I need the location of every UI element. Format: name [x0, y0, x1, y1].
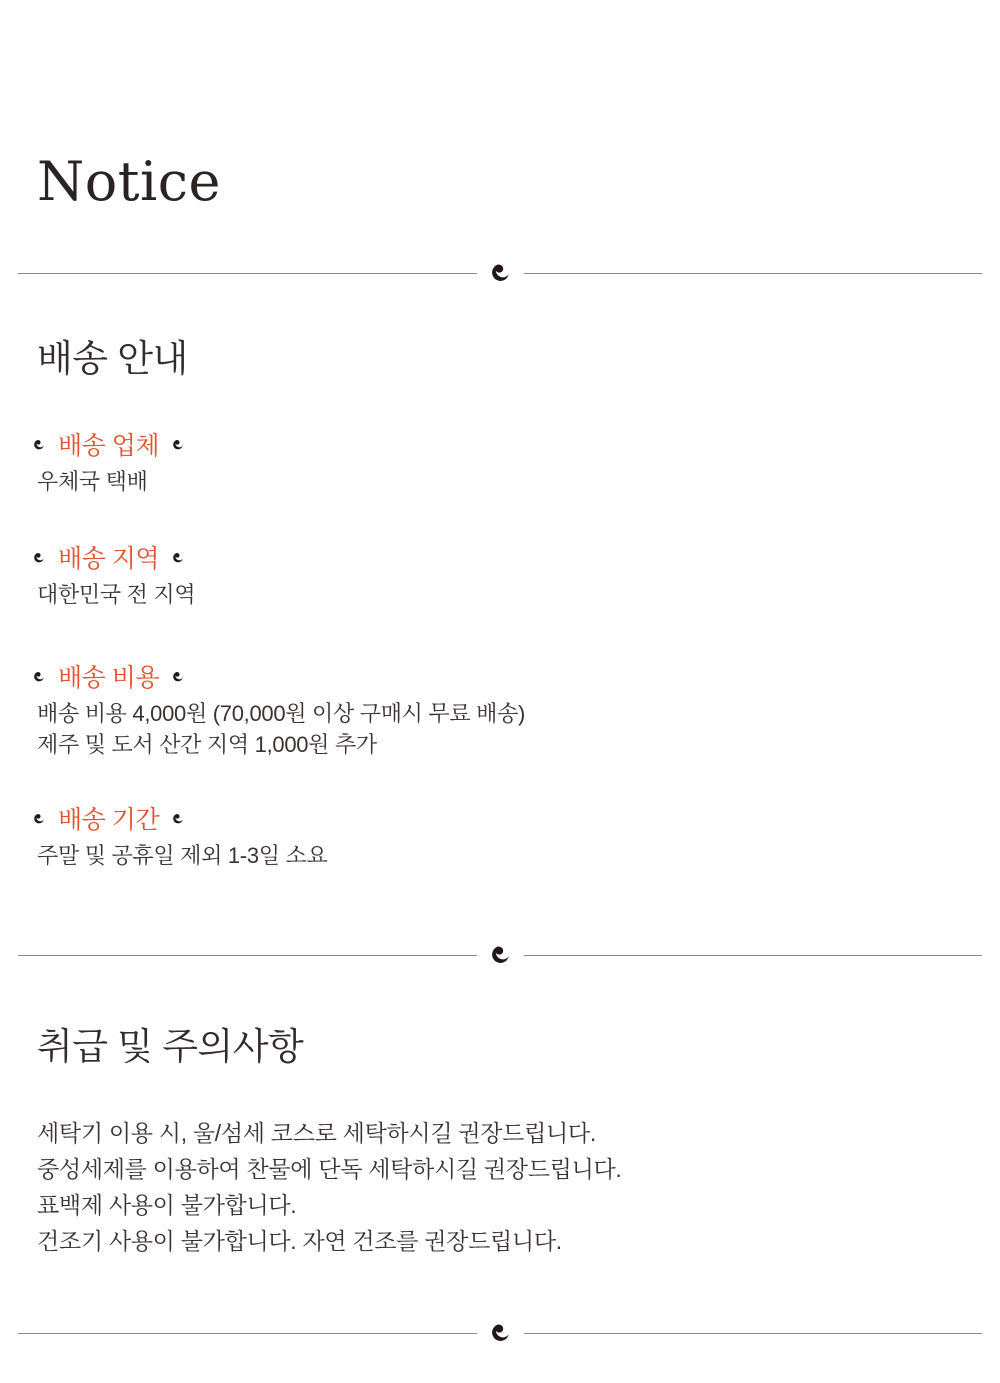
taegeuk-ornament-icon	[172, 670, 184, 682]
divider-line	[18, 955, 477, 956]
shipping-item-duration	[33, 800, 1000, 871]
divider-line	[524, 955, 983, 956]
divider-line	[524, 1333, 983, 1334]
shipping-item-text: 배송 비용 4,000원 (70,000원 이상 구매시 무료 배송)	[37, 701, 526, 727]
care-line: 표백제 사용이 불가합니다.	[37, 1191, 297, 1218]
care-line: 중성세제를 이용하여 찬물에 단독 세탁하시길 권장드립니다.	[37, 1155, 622, 1182]
shipping-item-text: 제주 및 도서 산간 지역 1,000원 추가	[37, 732, 377, 758]
care-instructions	[37, 1115, 1000, 1259]
shipping-item-label-row	[33, 426, 1000, 462]
page-title: Notice	[37, 150, 221, 213]
shipping-item-carrier	[33, 426, 1000, 497]
shipping-item-label-row	[33, 658, 1000, 694]
shipping-item-label-row	[33, 539, 1000, 575]
shipping-item-text: 주말 및 공휴일 제외 1-3일 소요	[37, 843, 328, 869]
shipping-item-label: 배송 기간	[58, 806, 160, 835]
shipping-item-cost	[33, 658, 1000, 760]
shipping-heading: 배송 안내	[37, 337, 188, 379]
care-heading: 취급 및 주의사항	[37, 1026, 304, 1068]
shipping-section	[0, 338, 1000, 872]
taegeuk-ornament-icon	[172, 812, 184, 824]
divider-line	[18, 1333, 477, 1334]
shipping-item-text: 대한민국 전 지역	[37, 582, 196, 608]
section-divider	[18, 263, 982, 284]
taegeuk-ornament-icon	[33, 670, 45, 682]
care-line: 건조기 사용이 불가합니다. 자연 건조를 권장드립니다.	[37, 1227, 562, 1254]
divider-line	[524, 273, 983, 274]
taegeuk-ornament-icon	[490, 943, 511, 964]
divider-line	[18, 273, 477, 274]
shipping-item-label: 배송 지역	[58, 545, 160, 574]
section-divider	[18, 945, 982, 966]
shipping-item-label: 배송 업체	[58, 432, 160, 461]
taegeuk-ornament-icon	[33, 438, 45, 450]
shipping-item-text: 우체국 택배	[37, 469, 148, 495]
shipping-item-region	[33, 539, 1000, 610]
notice-page	[0, 150, 1000, 1344]
taegeuk-ornament-icon	[490, 261, 511, 282]
taegeuk-ornament-icon	[490, 1321, 511, 1342]
taegeuk-ornament-icon	[172, 438, 184, 450]
care-line: 세탁기 이용 시, 울/섬세 코스로 세탁하시길 권장드립니다.	[37, 1119, 596, 1146]
taegeuk-ornament-icon	[33, 812, 45, 824]
shipping-item-label-row	[33, 800, 1000, 836]
shipping-item-label: 배송 비용	[58, 664, 160, 693]
taegeuk-ornament-icon	[33, 551, 45, 563]
section-divider	[18, 1323, 982, 1344]
care-section	[0, 1026, 1000, 1259]
taegeuk-ornament-icon	[172, 551, 184, 563]
